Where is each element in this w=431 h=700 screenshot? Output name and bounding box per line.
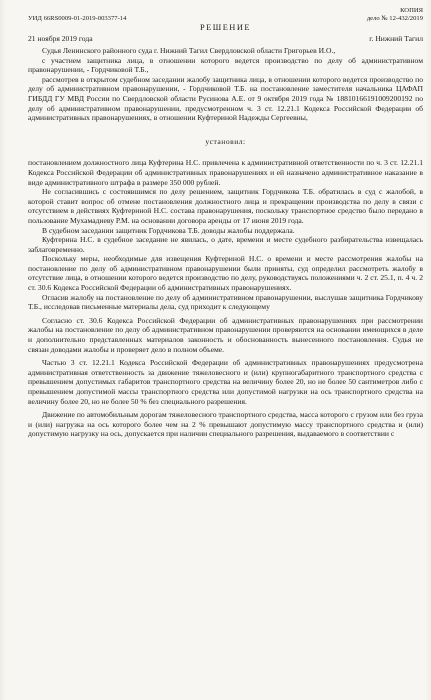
section-heading-ustanovil: установил: — [205, 136, 246, 146]
body-paragraph-3: В судебном заседании защитник Гордчикова Т.Б. доводы жалобы поддержала. — [42, 225, 295, 235]
decision-city: г. Нижний Тагил — [369, 34, 423, 44]
body-paragraph-5: Поскольку меры, необходимые для извещения Куфтериной Н.С. о времени и месте рассмотрения жалобы на постановление по делу об административном правонарушении были приняты, суд определил рассмотреть жалобу в отсутствие лица, в отношении которого ведется производство по делу, руководствуясь положениями ч. 2 ст. 25.1, п. 4 ч. 2 ст. 30.6 Кодекса Российской Федерации об административных правонарушениях. — [28, 254, 423, 293]
decision-date: 21 ноября 2019 года — [28, 34, 93, 44]
body-paragraph-9: Движение по автомобильным дорогам тяжеловесного транспортного средства, масса которого с грузом или без груза и (или) нагрузка на ось которого более чем на 2 % превышают допустимую массу транспортного средства и (или) допустимую нагрузку на ось, допускается при наличии специального разрешения, выдаваемого в соответствии с — [28, 410, 423, 439]
uid-label: УИД 66RS0009-01-2019-003377-14 — [28, 15, 127, 23]
body-paragraph-8: Частью 3 ст. 12.21.1 Кодекса Российской Федерации об административных правонарушениях предусмотрена административная ответственность за движение тяжеловесного и (или) крупногабаритного транспортного средства с превышением допустимых габаритов транспортного средства на величину более 20, но не более 50 сантиметров либо с превышением допустимой массы транспортного средства или допустимой нагрузки на ось транспортного средства на величину более 20, но не более 50 % без специального разрешения. — [28, 358, 423, 406]
intro-considering: рассмотрев в открытом судебном заседании жалобу защитника лица, в отношении которого ведется производство по делу об административном правонарушении, - Гордчиковой Т.Б. на постановление заместителя начальника ЦАФАП ГИБДД ГУ МВД России по Свердловской области Русинова А.Е. от 9 октября 2019 года № 18810166191009200192 по делу об административном правонарушении, предусмотренном ч. 3 ст. 12.21.1 Кодекса Российской Федерации об административных правонарушениях, в отношении Куфтериной Надежды Сергеевны, — [28, 74, 423, 123]
copy-stamp: КОПИЯ — [400, 7, 423, 14]
document-title: РЕШЕНИЕ — [199, 23, 252, 32]
intro-participants: с участием защитника лица, в отношении которого ведется производство по делу об административном правонарушении, - Гордчиковой Т.Б., — [28, 55, 423, 75]
document-sheet — [28, 6, 423, 439]
body-paragraph-6: Огласив жалобу на постановление по делу об административном правонарушении, выслушав защитника Гордчикову Т.Б., исследовав письменные материалы дела, суд приходит к следующему — [28, 292, 423, 312]
body-paragraph-4: Куфтерина Н.С. в судебное заседание не явилась, о дате, времени и месте судебного разбирательства извещалась заблаговременно. — [28, 235, 423, 254]
body-paragraph-2: Не согласившись с состоявшимся по делу решением, защитник Гордчикова Т.Б. обратилась в суд с жалобой, в которой ставит вопрос об отмене постановления должностного лица и прекращении производства по делу в связи с отсутствием в действиях Куфтериной Н.С. состава правонарушения, поскольку транспортное средство было передано в пользование Мухамадиеву Р.М. на основании договора аренды от 17 июня 2019 года. — [28, 187, 423, 225]
date-city-row — [28, 33, 423, 45]
body-paragraph-1: постановлением должностного лица Куфтерина Н.С. привлечена к административной ответственности по ч. 3 ст. 12.21.1 Кодекса Российской Федерации об административных правонарушениях и ей назначено административное наказание в виде административного штрафа в размере 350 000 рублей. — [28, 158, 423, 187]
intro-judge: Судья Ленинского районного суда г. Нижний Тагил Свердловской области Григорьев И.О., — [42, 46, 336, 55]
body-paragraph-7: Согласно ст. 30.6 Кодекса Российской Федерации об административных правонарушениях при рассмотрении жалобы на постановление по делу об административном правонарушении проверяются на основании имеющихся в деле и дополнительно представленных материалов законность и обоснованность вынесенного постановления. Судья не связан доводами жалобы и проверяет дело в полном объеме. — [28, 315, 423, 354]
case-number: дело № 12-432/2019 — [366, 15, 423, 23]
